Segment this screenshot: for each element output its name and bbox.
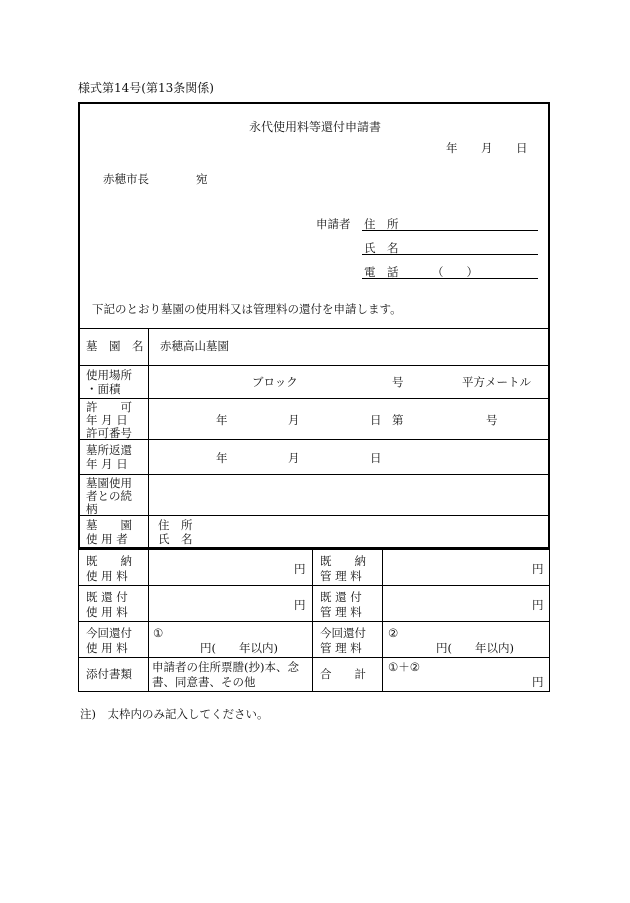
return-year[interactable]: 年	[216, 451, 228, 465]
applicant-phone-paren: （ ）	[432, 265, 478, 279]
current-mgmt-mark: ②	[388, 626, 399, 640]
total-unit[interactable]: 円	[532, 675, 544, 689]
permit-day[interactable]: 日	[370, 413, 382, 427]
footnote: 注) 太枠内のみ記入してください。	[80, 707, 269, 721]
addressee-suffix: 宛	[196, 172, 208, 186]
paid-mgmt-label-2: 管 理 料	[320, 569, 362, 583]
applicant-phone-line[interactable]	[362, 278, 538, 279]
refunded-mgmt-label-1: 既 還 付	[320, 590, 362, 604]
permit-label-3: 許可番号	[86, 426, 132, 440]
refunded-use-label-1: 既 還 付	[86, 590, 128, 604]
return-month[interactable]: 月	[288, 451, 300, 465]
current-use-unit[interactable]: 円( 年以内)	[200, 641, 278, 655]
attach-value-1: 申請者の住所票謄(抄)本、念	[152, 660, 299, 674]
paid-mgmt-unit[interactable]: 円	[532, 562, 544, 576]
current-use-label-2: 使 用 料	[86, 641, 128, 655]
statement: 下記のとおり墓園の使用料又は管理料の還付を申請します。	[92, 302, 402, 316]
permit-label-1: 許 可	[86, 400, 132, 414]
refunded-use-label-2: 使 用 料	[86, 605, 128, 619]
date-month: 月	[481, 141, 493, 155]
permit-dai: 第	[392, 413, 404, 427]
paid-use-label-1: 既 納	[86, 554, 132, 568]
current-mgmt-label-1: 今回還付	[320, 626, 366, 640]
relation-field[interactable]	[152, 478, 546, 512]
attach-value-2: 書、同意書、その他	[152, 675, 256, 689]
permit-go[interactable]: 号	[486, 413, 498, 427]
permit-label-2: 年 月 日	[86, 413, 128, 427]
place-label-2: ・面積	[86, 382, 121, 396]
refunded-mgmt-label-2: 管 理 料	[320, 605, 362, 619]
relation-label-1: 墓園使用	[86, 476, 132, 490]
attach-label: 添付書類	[86, 667, 132, 681]
current-use-mark: ①	[153, 626, 164, 640]
relation-label-2: 者との続	[86, 489, 132, 503]
return-label-2: 年 月 日	[86, 457, 128, 471]
cemetery-name-value[interactable]: 赤穂高山墓園	[160, 339, 229, 353]
place-number[interactable]: 号	[392, 375, 404, 389]
relation-label-3: 柄	[86, 502, 98, 516]
permit-month[interactable]: 月	[288, 413, 300, 427]
applicant-name-line[interactable]	[362, 254, 538, 255]
place-label-1: 使用場所	[86, 368, 132, 382]
user-name-label[interactable]: 氏 名	[158, 532, 193, 546]
user-label-1: 墓 園	[86, 518, 132, 532]
fees-col-divider	[148, 549, 149, 692]
refunded-mgmt-unit[interactable]: 円	[532, 598, 544, 612]
total-label: 合 計	[320, 667, 366, 681]
addressee-name: 赤穂市長	[103, 172, 149, 186]
form-id: 様式第14号(第13条関係)	[78, 81, 214, 95]
refunded-use-unit[interactable]: 円	[294, 598, 306, 612]
paid-use-unit[interactable]: 円	[294, 562, 306, 576]
applicant-address-line[interactable]	[362, 230, 538, 231]
fees-col-divider	[382, 549, 383, 692]
current-use-label-1: 今回還付	[86, 626, 132, 640]
total-formula: ①＋②	[388, 660, 421, 674]
cemetery-name-label: 墓 園 名	[86, 339, 144, 353]
current-mgmt-label-2: 管 理 料	[320, 641, 362, 655]
applicant-address-label: 住 所	[364, 217, 399, 231]
place-area[interactable]: 平方メートル	[462, 375, 531, 389]
return-label-1: 墓所返還	[86, 443, 132, 457]
current-mgmt-unit[interactable]: 円( 年以内)	[436, 641, 514, 655]
date-day: 日	[516, 141, 528, 155]
applicant-label: 申請者	[316, 217, 351, 231]
applicant-name-label: 氏 名	[364, 241, 399, 255]
user-address-label[interactable]: 住 所	[158, 518, 193, 532]
place-block[interactable]: ブロック	[252, 375, 298, 389]
applicant-phone-label: 電 話	[364, 265, 399, 279]
date-year: 年	[446, 141, 458, 155]
user-label-2: 使 用 者	[86, 532, 128, 546]
permit-year[interactable]: 年	[216, 413, 228, 427]
label-column-divider	[148, 328, 149, 549]
paid-use-label-2: 使 用 料	[86, 569, 128, 583]
form-title: 永代使用料等還付申請書	[248, 120, 381, 134]
paid-mgmt-label-1: 既 納	[320, 554, 366, 568]
return-day[interactable]: 日	[370, 451, 382, 465]
fees-col-divider	[312, 549, 313, 692]
